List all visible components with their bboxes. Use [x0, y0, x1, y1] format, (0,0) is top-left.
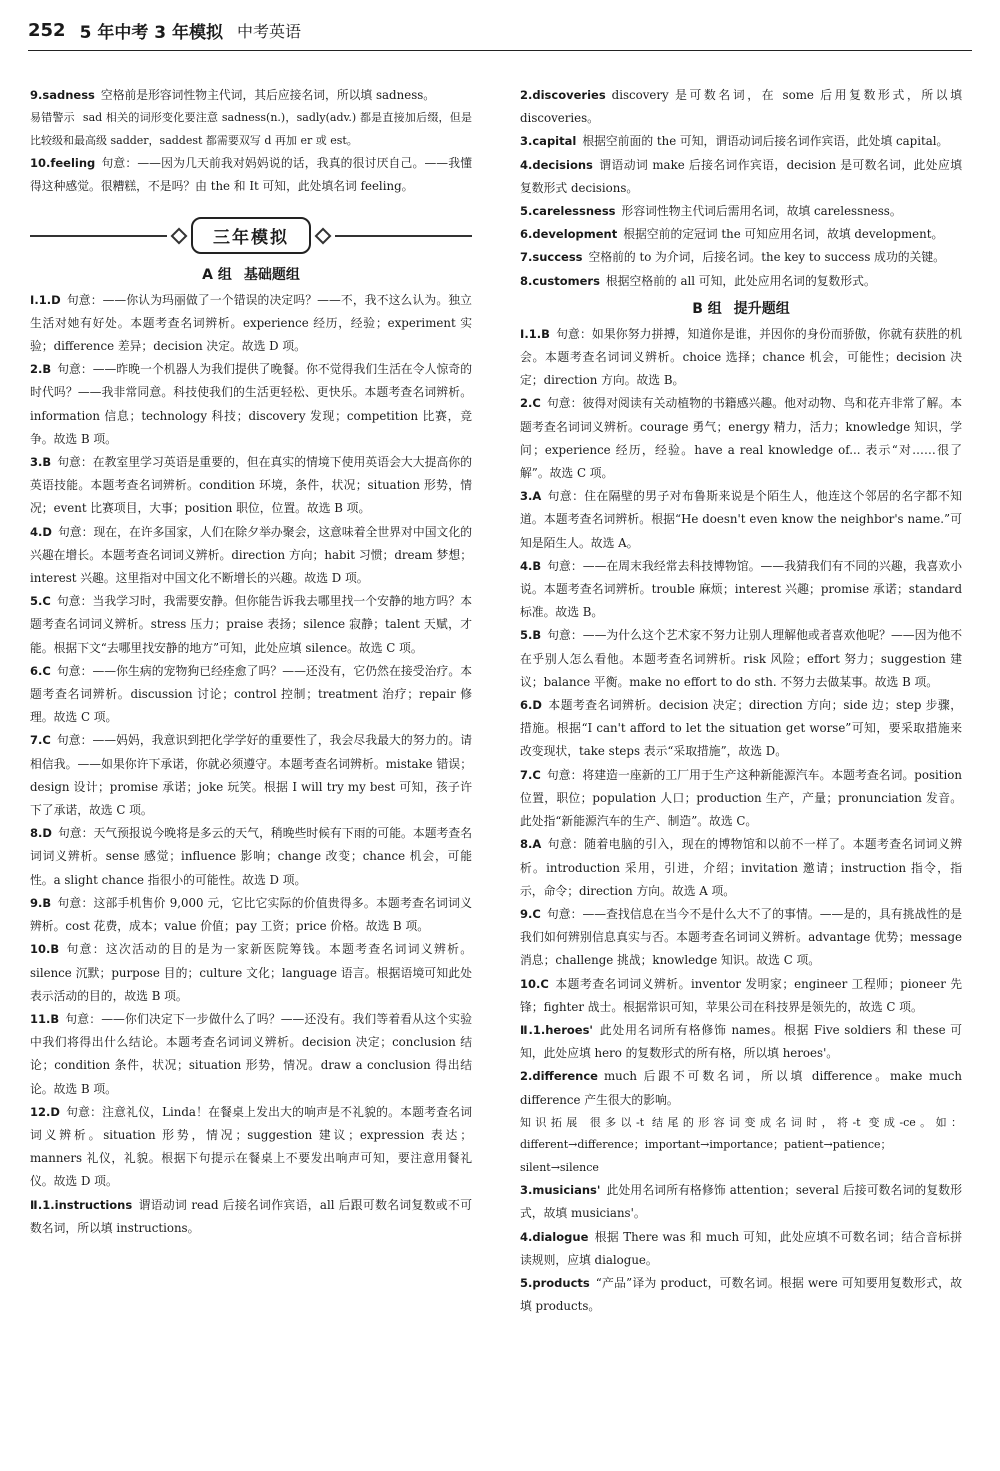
answer-entry: [30, 289, 472, 359]
answer-number: 3.capital: [520, 134, 577, 149]
answer-number: 3.A: [520, 489, 542, 504]
answer-number: 3.musicians': [520, 1183, 601, 1198]
answer-number: 11.B: [30, 1011, 60, 1026]
answer-text: 句意：——查找信息在当今不是什么大不了的事情。——是的，具有挑战性的是我们如何辨别信息真实与否。本题考查名词词义辨析。advantage 优势；message 消息；challenge 挑战；knowledge 知识。故选 C 项。: [520, 906, 962, 968]
answer-entry: [520, 1272, 962, 1318]
answer-text: 句意：——昨晚一个机器人为我们提供了晚餐。你不觉得我们生活在令人惊奇的时代吗？——我非常同意。科技使我们的生活更轻松、更快乐。本题考查名词辨析。information 信息；technology 科技；discovery 发现；competition 比赛，竞争。故选 B 项。: [30, 362, 472, 446]
answer-entry: [30, 892, 472, 938]
answer-entry: [520, 130, 962, 153]
answer-entry: [520, 1179, 962, 1225]
header-rule: [28, 50, 972, 51]
answer-entry: [30, 590, 472, 660]
answer-text: 句意：这部手机售价 9,000 元，它比它实际的价值贵得多。本题考查名词词义辨析。cost 花费，成本；value 价值；pay 工资；price 价格。故选 B 项。: [30, 895, 472, 934]
answer-entry: [520, 555, 962, 625]
note-entry: [520, 1112, 962, 1180]
answer-text: 句意：——在周末我经常去科技博物馆。——我猜我们有不同的兴趣，我喜欢小说。本题考查名词辨析。trouble 麻烦；interest 兴趣；promise 承诺；standard 标准。故选 B。: [520, 558, 962, 620]
answer-text: “产品”译为 product，可数名词。根据 were 可知要用复数形式，故填 products。: [520, 1276, 962, 1314]
answer-entry: [520, 223, 962, 246]
answer-number: 7.C: [30, 733, 51, 748]
answer-text: 句意：在教室里学习英语是重要的，但在真实的情境下使用英语会大大提高你的英语技能。本题考查名词辨析。condition 环境，条件，状况；situation 形势，情况；event 比赛项目，大事；position 职位，位置。故选 B 项。: [30, 455, 472, 516]
answer-text: 形容词性物主代词后需用名词，故填 carelessness。: [621, 204, 902, 219]
answer-entry: [520, 903, 962, 973]
answer-entry: [30, 1101, 472, 1194]
answer-entry: [520, 323, 962, 393]
answer-number: 6.D: [520, 698, 542, 713]
answer-number: Ⅰ.1.B: [520, 326, 550, 341]
answer-text: 句意：——你认为玛丽做了一个错误的决定吗？——不，我不这么认为。独立生活对她有好处。本题考查名词辨析。experience 经历，经验；experiment 实验；difference 差异；decision 决定。故选 D 项。: [30, 292, 472, 354]
answer-entry: [30, 938, 472, 1008]
answer-entry: [520, 1065, 962, 1111]
answer-text: 本题考查名词辨析。decision 决定；direction 方向；side 边；step 步骤，措施。根据“I can't afford to let the situation get worse”可知，要采取措施来改变现状，take steps 表示“采取措施”，故选 D。: [520, 698, 962, 759]
answer-number: 10.feeling: [30, 156, 96, 171]
answer-entry: [30, 660, 472, 730]
answer-number: 10.B: [30, 942, 60, 957]
group-b-name: 提升题组: [733, 300, 790, 317]
answer-text: 句意：住在隔壁的男子对布鲁斯来说是个陌生人，他连这个邻居的名字都不知道。本题考查名词辨析。根据“He doesn't even know the neighbor's name.”可知是陌生人。故选 A。: [520, 489, 962, 550]
answer-text: 根据 There was 和 much 可知，此处应填不可数名词；结合音标拼读规则，应填 dialogue。: [520, 1229, 962, 1267]
answer-text: 谓语动词 read 后接名词作宾语，all 后跟可数名词复数或不可数名词，所以填 instructions。: [30, 1197, 472, 1235]
series-title: 5 年中考 3 年模拟: [79, 22, 223, 43]
left-top-entries: [30, 84, 472, 199]
answer-entry: [520, 485, 962, 555]
answer-number: 8.D: [30, 826, 52, 841]
answer-text: sad 相关的词形变化要注意 sadness(n.)，sadly(adv.) 都是直接加后缀，但是比较级和最高级 sadder，saddest 都需要双写 d 再加 er 或 est。: [30, 111, 473, 147]
answer-entry: [30, 451, 472, 521]
answer-number: 4.dialogue: [520, 1229, 589, 1244]
answer-entry: [30, 152, 472, 198]
answer-text: 句意：随着电脑的引入，现在的博物馆和以前不一样了。本题考查名词词义辨析。introduction 采用，引进，介绍；invitation 邀请；instruction 指令，指示，命令；direction 方向。故选 A 项。: [520, 837, 962, 898]
answer-number: 7.success: [520, 250, 583, 265]
answer-text: 本题考查名词词义辨析。inventor 发明家；engineer 工程师；pioneer 先锋；fighter 战士。根据常识可知，苹果公司在科技界是领先的，故选 C 项。: [520, 976, 962, 1014]
answer-text: 此处用名词所有格修饰 attention；several 后接可数名词的复数形式，故填 musicians'。: [520, 1183, 962, 1221]
group-a-label: A 组: [202, 266, 232, 283]
answer-number: Ⅱ.1.heroes': [520, 1022, 593, 1037]
banner-diamond-icon: [315, 227, 332, 244]
answer-number: 5.carelessness: [520, 204, 616, 219]
answer-text: 句意：——你们决定下一步做什么了吗？——还没有。我们等着看从这个实验中我们将得出什么结论。本题考查名词词义辨析。decision 决定；conclusion 结论；condition 条件，状况；situation 形势，情况。draw a conclusion 得出结论。故选 B 项。: [30, 1011, 472, 1096]
answer-number: 5.B: [520, 628, 542, 643]
answer-number: Ⅱ.1.instructions: [30, 1197, 133, 1212]
answer-entry: [520, 270, 962, 293]
answer-entry: [30, 729, 472, 822]
answer-text: 句意：——妈妈，我意识到把化学学好的重要性了，我会尽我最大的努力的。请相信我。——如果你许下承诺，你就必须遵守。本题考查名词辨析。mistake 错误；design 设计；promise 承诺；joke 玩笑。根据 I will try my best 可知，孩子许下了承诺，故选 C 项。: [30, 733, 472, 818]
page-header: [28, 10, 301, 50]
answer-text: discovery 是可数名词，在 some 后用复数形式，所以填 discoveries。: [520, 88, 962, 126]
answer-text: 句意：如果你努力拼搏，知道你是谁，并因你的身份而骄傲，你就有获胜的机会。本题考查名词词义辨析。choice 选择；chance 机会，可能性；decision 决定；direction 方向。故选 B。: [520, 326, 962, 388]
answer-number: 8.customers: [520, 273, 600, 288]
answer-entry: [520, 624, 962, 694]
answer-number: 6.development: [520, 227, 618, 242]
answer-number: 2.C: [520, 396, 541, 411]
answer-entry: [520, 764, 962, 834]
answer-number: 10.C: [520, 976, 549, 991]
note-entry: [30, 107, 472, 152]
answer-number: 3.B: [30, 455, 52, 470]
answer-number: 2.discoveries: [520, 88, 606, 102]
answer-entry: [520, 833, 962, 903]
answer-number: 4.D: [30, 524, 52, 539]
answer-text: 句意：——你生病的宠物狗已经痊愈了吗？——还没有，它仍然在接受治疗。本题考查名词辨析。discussion 讨论；control 控制；treatment 治疗；repair 修理。故选 C 项。: [30, 663, 472, 725]
group-a-name: 基础题组: [243, 266, 300, 283]
answer-text: 此处用名词所有格修饰 names。根据 Five soldiers 和 these 可知，此处应填 hero 的复数形式的所有格，所以填 heroes'。: [520, 1022, 962, 1061]
answer-entry: [520, 694, 962, 764]
banner-diamond-icon: [171, 227, 188, 244]
section-title: 三年模拟: [191, 217, 311, 254]
group-a-heading: [30, 263, 472, 287]
answer-number: 12.D: [30, 1104, 60, 1119]
answer-number: 4.B: [520, 558, 542, 573]
answer-number: 9.C: [520, 906, 541, 921]
group-b-heading: [520, 297, 962, 321]
answer-text: 句意：现在，在许多国家，人们在除夕举办聚会，这意味着全世界对中国文化的兴趣在增长。本题考查名词词义辨析。direction 方向；habit 习惯；dream 梦想；interest 兴趣。这里指对中国文化不断增长的兴趣。故选 D 项。: [30, 524, 472, 586]
answer-text: 空格前是形容词性物主代词，其后应接名词，所以填 sadness。: [100, 88, 436, 102]
answer-number: 8.A: [520, 837, 542, 852]
answer-entry: [30, 358, 472, 451]
answer-entry: [520, 1019, 962, 1065]
answer-text: 句意：——因为几天前我对妈妈说的话，我真的很讨厌自己。——我懂得这种感觉。很糟糕，不是吗？由 the 和 It 可知，此处填名词 feeling。: [30, 156, 472, 194]
answer-text: 句意：当我学习时，我需要安静。但你能告诉我去哪里找一个安静的地方吗？本题考查名词词义辨析。stress 压力；praise 表扬；silence 寂静；talent 天赋，才能。根据下文“去哪里找安静的地方”可知，此处应填 silence。故选 C 项。: [30, 594, 472, 655]
answer-text: 句意：将建造一座新的工厂用于生产这种新能源汽车。本题考查名词。position 位置，职位；population 人口；production 生产，产量；pronunciation 发音。此处指“新能源汽车的生产、制造”。故选 C。: [520, 767, 962, 829]
answer-text: 根据空前面的 the 可知，谓语动词后接名词作宾语，此处填 capital。: [582, 134, 949, 149]
answer-text: 很多以-t 结尾的形容词变成名词时，将-t 变成-ce。如：different→difference；important→importance；patient→patience；silent→silence: [520, 1115, 963, 1174]
answer-text: 根据空格前的 all 可知，此处应用名词的复数形式。: [605, 273, 876, 288]
answer-number: 4.decisions: [520, 157, 593, 172]
answer-number: 2.B: [30, 362, 52, 377]
banner-line-left: [30, 235, 167, 237]
answer-number: 6.C: [30, 663, 51, 678]
answer-text: 根据空前的定冠词 the 可知应用名词，故填 development。: [623, 227, 944, 242]
banner-line-right: [335, 235, 472, 237]
answer-entry: [30, 521, 472, 591]
answer-number: 9.sadness: [30, 88, 95, 102]
answer-entry: [30, 1008, 472, 1101]
answer-text: 句意：注意礼仪，Linda！在餐桌上发出大的响声是不礼貌的。本题考查名词词义辨析。situation 形势，情况；suggestion 建议；expression 表达；manners 礼仪，礼貌。根据下句提示在餐桌上不要发出响声可知，要注意用餐礼仪。故选 D 项。: [30, 1104, 472, 1189]
answer-number: Ⅰ.1.D: [30, 292, 61, 307]
answer-entry: [520, 84, 962, 130]
note-tag: 知识拓展: [520, 1115, 582, 1129]
page-number: 252: [28, 19, 66, 41]
answer-entry: [520, 973, 962, 1019]
answer-entry: [520, 200, 962, 223]
answer-entry: [520, 392, 962, 485]
left-column: [30, 84, 472, 1240]
answer-number: 5.C: [30, 594, 51, 609]
answer-text: much 后跟不可数名词，所以填 difference。make much difference 产生很大的影响。: [520, 1069, 962, 1107]
answer-text: 句意：这次活动的目的是为一家新医院筹钱。本题考查名词词义辨析。silence 沉默；purpose 目的；culture 文化；language 语言。根据语境可知此处表示活动的目的，故选 B 项。: [30, 942, 472, 1003]
answer-text: 句意：——为什么这个艺术家不努力让别人理解他或者喜欢他呢？——因为他不在乎别人怎么看他。本题考查名词辨析。risk 风险；effort 努力；suggestion 建议；balance 平衡。make no effort to do sth. 不努力去做某事。故选 B 项。: [520, 628, 962, 689]
note-tag: 易错警示: [30, 111, 75, 125]
answer-entry: [30, 84, 472, 107]
answer-number: 7.C: [520, 767, 541, 782]
answer-text: 空格前的 to 为介词，后接名词。the key to success 成功的关键。: [588, 250, 945, 265]
answer-number: 2.difference: [520, 1069, 598, 1084]
answer-entry: [30, 1194, 472, 1240]
group-b-label: B 组: [692, 300, 722, 317]
group-a-entries: [30, 289, 472, 1240]
section-banner: [30, 213, 472, 259]
answer-text: 句意：天气预报说今晚将是多云的天气，稍晚些时候有下雨的可能。本题考查名词词义辨析。sense 感觉；influence 影响；change 改变；chance 机会，可能性。a slight chance 指很小的可能性。故选 D 项。: [30, 826, 472, 887]
answer-text: 谓语动词 make 后接名词作宾语，decision 是可数名词，此处应填复数形式 decisions。: [520, 157, 962, 195]
answer-entry: [520, 246, 962, 269]
answer-text: 句意：彼得对阅读有关动植物的书籍感兴趣。他对动物、鸟和花卉非常了解。本题考查名词词义辨析。courage 勇气；energy 精力，活力；knowledge 知识，学问；experience 经历，经验。have a real knowledge of... 表示“对……很了解”。故选 C 项。: [520, 396, 962, 481]
subject-title: 中考英语: [237, 21, 302, 41]
answer-entry: [520, 1226, 962, 1272]
right-top-entries: [520, 84, 962, 293]
answer-number: 5.products: [520, 1276, 590, 1291]
answer-entry: [520, 154, 962, 200]
group-b-entries: [520, 323, 962, 1319]
answer-number: 9.B: [30, 895, 52, 910]
answer-entry: [30, 822, 472, 892]
right-column: [520, 84, 962, 1318]
